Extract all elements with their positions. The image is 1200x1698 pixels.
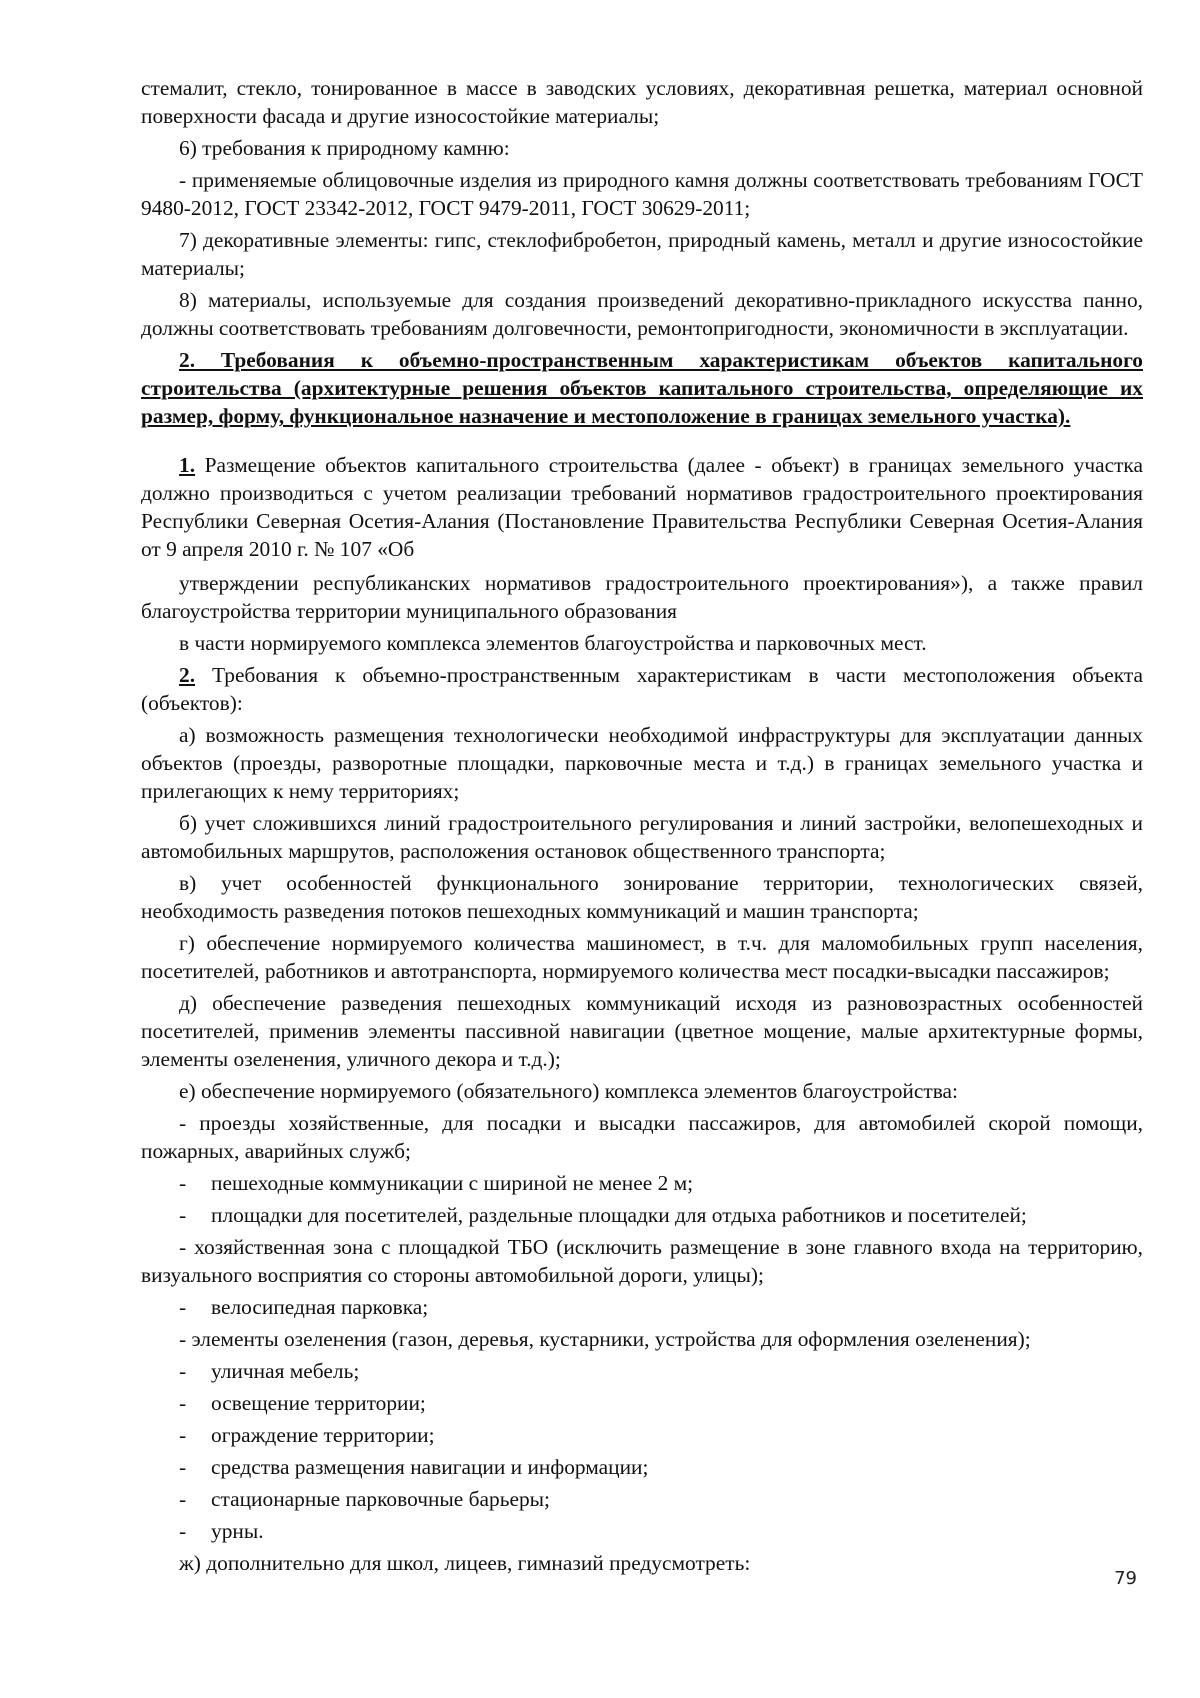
subitem-g: г) обеспечение нормируемого количества машиномест, в т.ч. для маломобильных групп населения, посетителей, работников и автотранспорта, нормируемого количества мест посадки-высадки пассажиров; (141, 931, 1143, 984)
paragraph-1 (141, 451, 1143, 563)
paragraph-1-number: 1. (179, 453, 196, 478)
subitem-v: в) учет особенностей функционального зонирование территории, технологических связей, необходимость разведения потоков пешеходных коммуникаций и машин транспорта; (141, 871, 1143, 924)
list-item-greenery: - элементы озеленения (газон, деревья, кустарники, устройства для оформления озеленения); (179, 1327, 1031, 1352)
paragraph-1-continued: утверждении республиканских нормативов градостроительного проектирования»), а также правил благоустройства территории муниципального образования (141, 571, 1143, 624)
list-item: - урны. (179, 1519, 264, 1544)
list-item: - ограждение территории; (179, 1423, 435, 1448)
item-8-materials: 8) материалы, используемые для создания произведений декоративно-прикладного искусства панно, должны соответствовать требованиям долговечности, ремонтопригодности, экономичности в эксплуатации. (141, 288, 1143, 340)
list-item: - стационарные парковочные барьеры; (179, 1487, 550, 1512)
subitem-zh: ж) дополнительно для школ, лицеев, гимназий предусмотреть: (179, 1551, 751, 1576)
list-item: - площадки для посетителей, раздельные площадки для отдыха работников и посетителей; (179, 1203, 1027, 1228)
list-item: - уличная мебель; (179, 1359, 360, 1384)
item-stone-gost: - применяемые облицовочные изделия из природного камня должны соответствовать требованиям ГОСТ 9480-2012, ГОСТ 23342-2012, ГОСТ 9479-2011, ГОСТ 30629-2011; (141, 168, 1143, 220)
paragraph-2 (141, 661, 1143, 717)
item-6-natural-stone: 6) требования к природному камню: (179, 136, 510, 160)
page-number: 79 (1114, 1568, 1137, 1589)
document-page (141, 74, 1143, 1577)
list-item: - пешеходные коммуникации с шириной не менее 2 м; (179, 1171, 694, 1196)
paragraph-2-text: Требования к объемно-пространственным характеристикам в части местоположения объекта (объектов): (141, 663, 1143, 716)
paragraph-1-text: Размещение объектов капитального строительства (далее - объект) в границах земельного участка должно производиться с учетом реализации требований нормативов градостроительного проектирования Республики Северная Осетия-Алания (Постановление Правительства Республики Северная Осетия-Алания от 9 апреля 2010 г. № 107 «Об (141, 453, 1143, 562)
paragraph-2-number: 2. (179, 663, 196, 688)
section-heading-2: 2. Требования к объемно-пространственным характеристикам объектов капитального строительства (архитектурные решения объектов капитального строительства, определяющие их размер, форму, функциональное назначение и местоположение в границах земельного участка). (141, 348, 1143, 428)
list-item-utility-zone: - хозяйственная зона с площадкой ТБО (исключить размещение в зоне главного входа на территорию, визуального восприятия со стороны автомобильной дороги, улицы); (141, 1235, 1143, 1288)
list-item: - освещение территории; (179, 1391, 426, 1416)
subitem-a: а) возможность размещения технологически необходимой инфраструктуры для эксплуатации данных объектов (проезды, разворотные площадки, парковочные места и т.д.) в границах земельного участка и прилегающих к нему территориях; (141, 723, 1143, 804)
list-item: - велосипедная парковка; (179, 1295, 429, 1320)
paragraph-1-continued-2: в части нормируемого комплекса элементов благоустройства и парковочных мест. (179, 631, 927, 656)
subitem-b: б) учет сложившихся линий градостроительного регулирования и линий застройки, велопешеходных и автомобильных маршрутов, расположения остановок общественного транспорта; (141, 811, 1143, 864)
subitem-d: д) обеспечение разведения пешеходных коммуникаций исходя из разновозрастных особенностей посетителей, применив элементы пассивной навигации (цветное мощение, малые архитектурные формы, элементы озеленения, уличного декора и т.д.); (141, 991, 1143, 1072)
paragraph-facade-materials: стемалит, стекло, тонированное в массе в заводских условиях, декоративная решетка, материал основной поверхности фасада и другие износостойкие материалы; (141, 76, 1143, 128)
subitem-e: е) обеспечение нормируемого (обязательного) комплекса элементов благоустройства: (179, 1079, 958, 1104)
item-7-decorative: 7) декоративные элементы: гипс, стеклофибробетон, природный камень, металл и другие износостойкие материалы; (141, 228, 1143, 280)
list-item: - средства размещения навигации и информации; (179, 1455, 649, 1480)
list-item-driveways: - проезды хозяйственные, для посадки и высадки пассажиров, для автомобилей скорой помощи, пожарных, аварийных служб; (141, 1111, 1143, 1164)
